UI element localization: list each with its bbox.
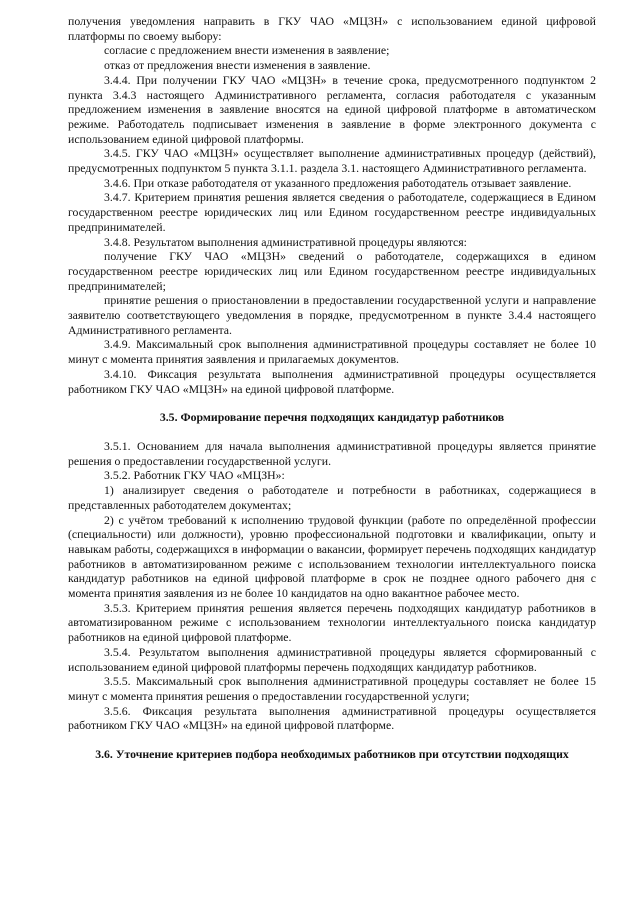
paragraph-3-5-6: 3.5.6. Фиксация результата выполнения административной процедуры осуществляется работником ГКУ ЧАО «МЦЗН» на единой цифровой платформе.	[68, 703, 596, 733]
intro-paragraph: получения уведомления направить в ГКУ ЧАО «МЦЗН» с использованием единой цифровой платформы по своему выбору:	[68, 14, 596, 43]
paragraph-3-4-10: 3.4.10. Фиксация результата выполнения административной процедуры осуществляется работником ГКУ ЧАО «МЦЗН» на единой цифровой платформе.	[68, 366, 596, 396]
option-agree: согласие с предложением внести изменения в заявление;	[104, 43, 390, 58]
paragraph-3-5-3: 3.5.3. Критерием принятия решения является перечень подходящих кандидатур работников в автоматизированном режиме с использованием технологии интеллектуального поиска кандидатур работников на единой цифровой платформе.	[68, 600, 596, 645]
paragraph-3-5-2: 3.5.2. Работник ГКУ ЧАО «МЦЗН»:	[104, 468, 285, 483]
paragraph-3-4-9: 3.4.9. Максимальный срок выполнения административной процедуры составляет не более 10 минут с момента принятия заявления и прилагаемых документов.	[68, 337, 596, 367]
paragraph-3-4-8-a: получение ГКУ ЧАО «МЦЗН» сведений о работодателе, содержащихся в едином государственном реестре юридических лиц или Едином государственном реестре индивидуальных предпринимателей;	[68, 249, 596, 293]
paragraph-3-5-2-item-1: 1) анализирует сведения о работодателе и потребности в работниках, содержащиеся в представленных работодателем документах;	[68, 483, 596, 512]
paragraph-3-5-2-item-2: 2) с учётом требований к исполнению трудовой функции (работе по определённой профессии (специальности) или должности), уровню профессиональной подготовки и квалификации, опыту и навыкам работы, содержащихся в информации о вакансии, формирует перечень подходящих кандидатур работников в автоматизированном режиме с использованием технологии интеллектуального поиска кандидатур работников на единой цифровой платформе в срок не позднее одного рабочего дня с момента принятия заявления из не более 10 кандидатов на одно вакантное рабочее место.	[68, 512, 596, 601]
document-page	[68, 14, 596, 762]
paragraph-3-4-4: 3.4.4. При получении ГКУ ЧАО «МЦЗН» в течение срока, предусмотренного подпунктом 2 пункта 3.4.3 настоящего Административного регламента, согласия работодателя с указанным предложением изменения в заявление вносятся на единой цифровой платформе в автоматическом режиме. Работодатель подписывает изменения в заявление в форме электронного документа с использованием единой цифровой платформы.	[68, 72, 596, 146]
paragraph-3-5-5: 3.5.5. Максимальный срок выполнения административной процедуры составляет не более 15 минут с момента принятия решения о предоставлении государственной услуги;	[68, 674, 596, 703]
paragraph-3-4-8-b: принятие решения о приостановлении в предоставлении государственной услуги и направление заявителю соответствующего уведомления в порядке, предусмотренном в пункте 3.4.4 настоящего Административного регламента.	[68, 293, 596, 337]
paragraph-3-5-4: 3.5.4. Результатом выполнения административной процедуры является сформированный с использованием единой цифровой платформы перечень подходящих кандидатур работников.	[68, 644, 596, 674]
paragraph-3-4-5: 3.4.5. ГКУ ЧАО «МЦЗН» осуществляет выполнение административных процедур (действий), предусмотренных подпунктом 5 пункта 3.1.1. раздела 3.1. настоящего Административного регламента.	[68, 146, 596, 176]
section-heading-3-5: 3.5. Формирование перечня подходящих кандидатур работников	[159, 410, 505, 425]
option-refuse: отказ от предложения внести изменения в заявление.	[104, 58, 371, 73]
paragraph-3-4-8: 3.4.8. Результатом выполнения административной процедуры являются:	[104, 234, 467, 249]
section-heading-3-6: 3.6. Уточнение критериев подбора необходимых работников при отсутствии подходящих	[95, 747, 569, 762]
paragraph-3-5-1: 3.5.1. Основанием для начала выполнения административной процедуры является принятие решения о предоставлении государственной услуги.	[68, 438, 596, 468]
paragraph-3-4-6: 3.4.6. При отказе работодателя от указанного предложения работодатель отзывает заявление.	[104, 175, 572, 190]
paragraph-3-4-7: 3.4.7. Критерием принятия решения является сведения о работодателе, содержащиеся в Едином государственном реестре юридических лиц или Едином государственном реестре индивидуальных предпринимателей.	[68, 190, 596, 234]
